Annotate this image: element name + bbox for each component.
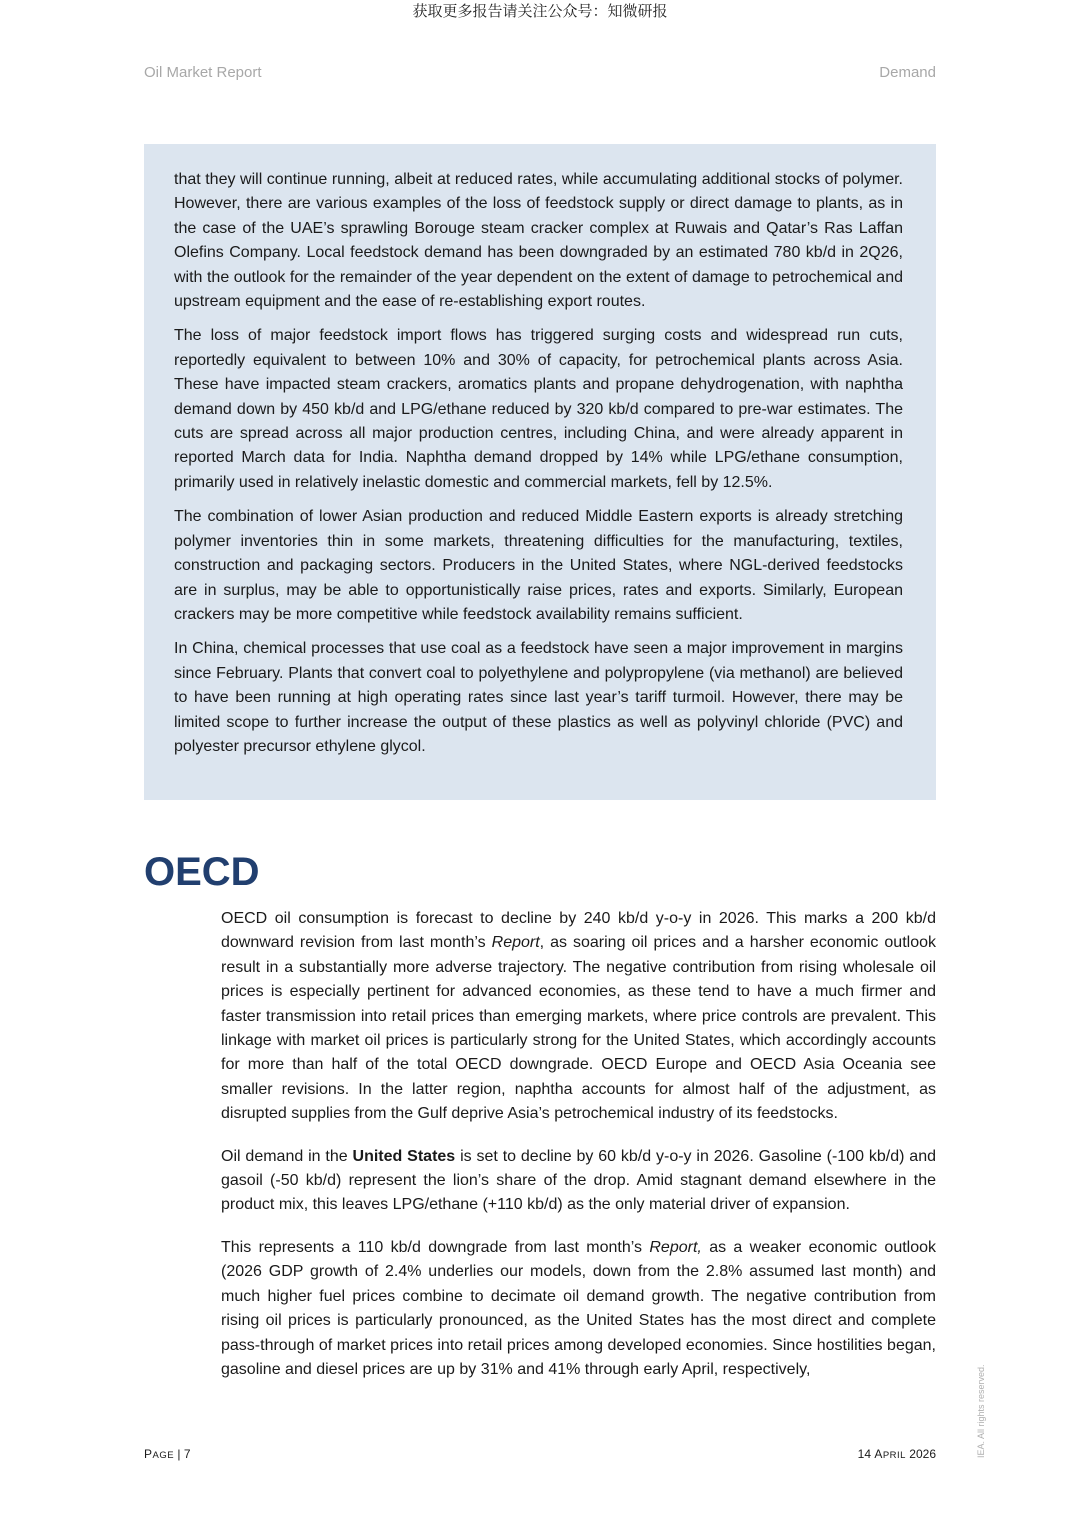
page-label-rest: AGE	[152, 1450, 175, 1461]
page-separator: |	[174, 1447, 184, 1461]
p3-report-italic: Report,	[649, 1238, 702, 1256]
date-day: 14	[857, 1447, 875, 1461]
body-paragraph-3	[221, 1236, 936, 1382]
page-number-footer	[144, 1446, 191, 1464]
page-number: 7	[183, 1447, 191, 1461]
copyright-vertical: IEA. All rights reserved.	[976, 1364, 986, 1458]
box-paragraph-4: In China, chemical processes that use coal as a feedstock have seen a major improvement in margins since February. Plants that convert coal to polyethylene and polypropylene (via methanol) are believed to have been running at high operating rates since last year’s tariff turmoil. However, there may be limited scope to further increase the output of these plastics as well as polyvinyl chloride (PVC) and polyester precursor ethylene glycol.	[174, 640, 903, 755]
box-paragraph-2: The loss of major feedstock import flows has triggered surging costs and widespread run cuts, reportedly equivalent to between 10% and 30% of capacity, for petrochemical plants across Asia. These have impacted steam crackers, aromatics plants and propane dehydrogenation, with naphtha demand down by 450 kb/d and LPG/ethane reduced by 320 kb/d compared to pre-war estimates. The cuts are spread across all major production centres, including China, and were already apparent in reported March data for India. Naphtha demand dropped by 14% while LPG/ethane consumption, primarily used in relatively inelastic domestic and commercial markets, fell by 12.5%.	[174, 327, 903, 491]
date-month-rest: PRIL	[882, 1450, 906, 1461]
p2-text-b: is set to decline by 60 kb/d y-o-y in 2026. Gasoline (-100 kb/d) and gasoil (-50 kb/d) represent the lion’s share of the drop. Amid stagnant demand elsewhere in the product mix, this leaves LPG/ethane (+110 kb/d) as the only material driver of expansion.	[221, 1147, 936, 1214]
body-paragraph-1	[221, 907, 936, 1127]
box-paragraph-1: that they will continue running, albeit at reduced rates, while accumulating additional stocks of polymer. However, there are various examples of the loss of feedstock supply or direct damage to plants, as in the case of the UAE’s sprawling Borouge steam cracker complex at Ruwais and Qatar’s Ras Laffan Olefins Company. Local feedstock demand has been downgraded by an estimated 780 kb/d in 2Q26, with the outlook for the remainder of the year dependent on the extent of damage to petrochemical and upstream equipment and the ease of re-establishing export routes.	[174, 171, 903, 311]
p1-text-a: OECD oil consumption is forecast to decline by 240 kb/d y-o-y in 2026. This marks a 200 kb/d downward revision from last month’s	[221, 910, 936, 952]
body-paragraph-2	[221, 1145, 936, 1218]
page-label-first: P	[144, 1447, 153, 1461]
section-body	[221, 907, 936, 1400]
promo-banner: 获取更多报告请关注公众号：知微研报	[412, 2, 668, 20]
section-header: Demand	[879, 64, 936, 81]
p1-text-b: , as soaring oil prices and a harsher economic outlook result in a substantially more adverse trajectory. The negative contribution from rising wholesale oil prices is especially pertinent for advanced economies, as these tend to have a much firmer and faster transmission into retail prices than emerging markets, where price controls are prevalent. This linkage with market oil prices is particularly strong for the United States, which accordingly accounts for more than half of the total OECD downgrade. OECD Europe and OECD Asia Oceania see smaller revisions. In the latter region, naphtha accounts for almost half of the adjustment, as disrupted supplies from the Gulf deprive Asia’s petrochemical industry of its feedstocks.	[221, 934, 936, 1123]
date-year: 2026	[905, 1447, 936, 1461]
date-footer	[858, 1446, 936, 1464]
box-paragraph-3: The combination of lower Asian production and reduced Middle Eastern exports is already stretching polymer inventories thin in some markets, threatening difficulties for the manufacturing, textiles, construction and packaging sectors. Producers in the United States, where NGL-derived feedstocks are in surplus, may be able to opportunistically raise prices, rates and exports. Similarly, European crackers may be more competitive while feedstock availability remains sufficient.	[174, 508, 903, 623]
section-heading: OECD	[144, 850, 260, 894]
p2-united-states-bold: United States	[352, 1147, 456, 1165]
p3-text-b: as a weaker economic outlook (2026 GDP growth of 2.4% underlies our models, down from the 2.8% assumed last month) and much higher fuel prices combine to decimate oil demand growth. The negative contribution from rising oil prices is particularly pronounced, as the United States has the most direct and complete pass-through of market prices into retail prices among developed economies. Since hostilities began, gasoline and diesel prices are up by 31% and 41% through early April, respectively,	[221, 1238, 937, 1378]
report-title-header: Oil Market Report	[144, 64, 262, 81]
p2-text-a: Oil demand in the	[221, 1147, 353, 1165]
feature-box	[144, 144, 936, 800]
date-month-first: A	[874, 1447, 883, 1461]
p3-text-a: This represents a 110 kb/d downgrade from last month’s	[221, 1238, 650, 1256]
p1-report-italic: Report	[491, 934, 540, 952]
